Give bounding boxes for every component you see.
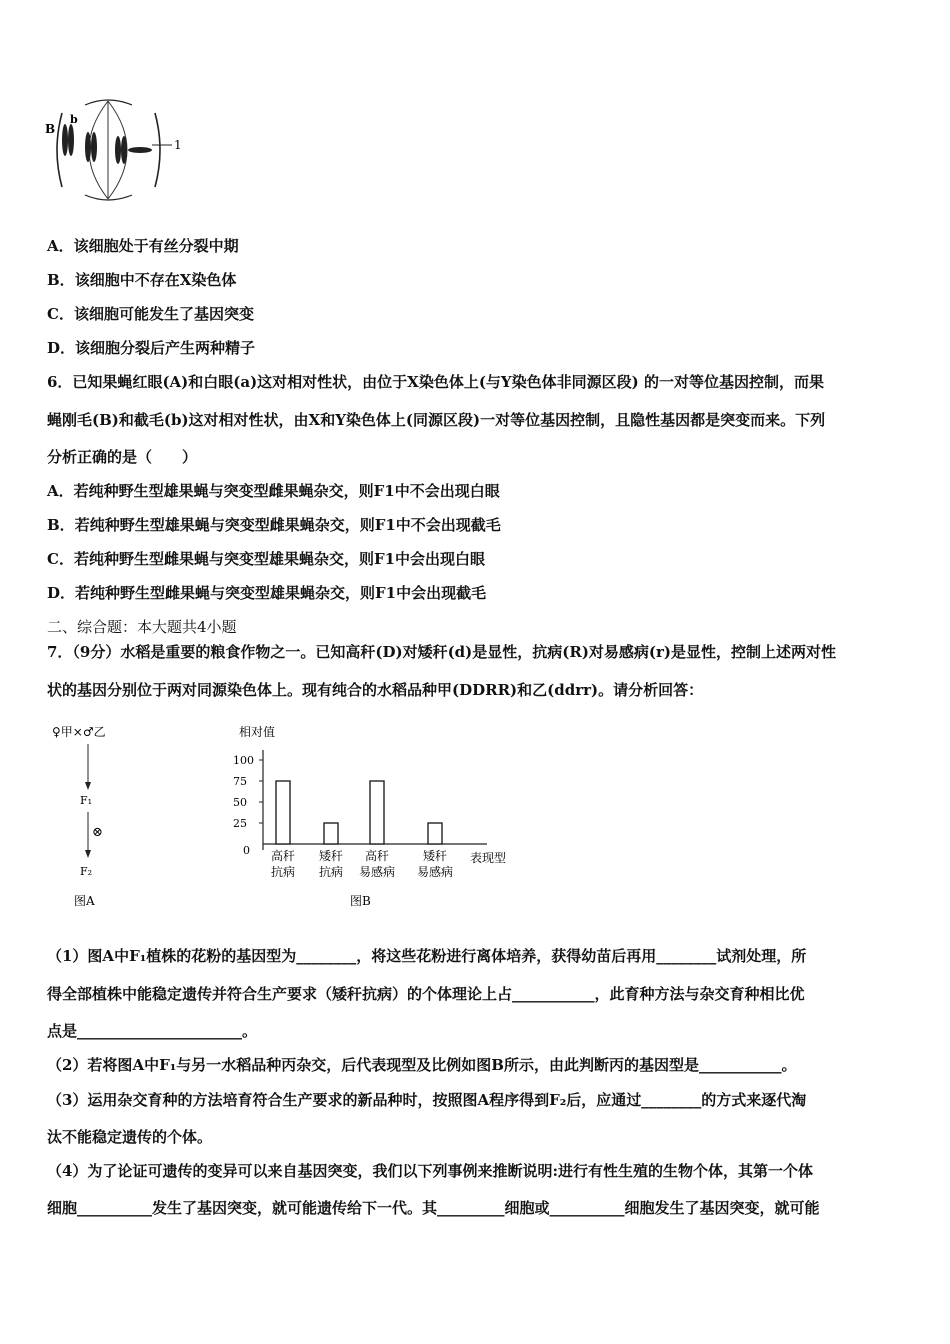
y-tick-label: 25 xyxy=(233,817,247,830)
bar xyxy=(324,823,338,844)
q7-part1-line1: （1）图A中F₁植株的花粉的基因型为________，将这些花粉进行离体培养，获得幼苗后再用________试剂处理，所 xyxy=(47,947,807,965)
label-B: B xyxy=(45,122,56,136)
cell-division-figure xyxy=(40,95,190,205)
y-tick-label: 75 xyxy=(233,775,247,788)
x-category-label: 高秆 xyxy=(364,849,390,863)
y-axis-label: 相对值 xyxy=(239,725,276,739)
x-category-label: 高秆 xyxy=(270,849,296,863)
x-category-label: 易感病 xyxy=(416,865,454,879)
q6-stem-line3: 分析正确的是（ ） xyxy=(47,448,198,466)
q7-part4-line1: （4）为了论证可遗传的变异可以来自基因突变，我们以下列事例来推断说明:进行有性生殖的生物个体，其第一个体 xyxy=(47,1162,813,1180)
x-category-label: 抗病 xyxy=(270,865,296,879)
bar xyxy=(428,823,442,844)
cross-label: ♀甲×♂乙 xyxy=(52,725,106,739)
figure-b-bar-chart xyxy=(225,722,525,917)
bar xyxy=(276,781,290,844)
arrow-down-icon xyxy=(85,850,91,858)
q7-part1-line3: 点是______________________。 xyxy=(47,1022,258,1040)
q5-option-a: A．该细胞处于有丝分裂中期 xyxy=(47,237,239,255)
f2-label: F₂ xyxy=(80,865,93,878)
arrow-down-icon xyxy=(85,782,91,790)
x-category-label: 矮秆 xyxy=(422,849,448,863)
q7-part1-line2: 得全部植株中能稳定遗传并符合生产要求（矮秆抗病）的个体理论上占___________，此育种方法与杂交育种相比优 xyxy=(47,985,805,1003)
q6-option-d: D．若纯种野生型雌果蝇与突变型雄果蝇杂交，则F1中会出现截毛 xyxy=(47,584,487,602)
f1-label: F₁ xyxy=(80,794,93,807)
q7-part3-line2: 汰不能稳定遗传的个体。 xyxy=(47,1128,213,1146)
x-category-label: 矮秆 xyxy=(318,849,344,863)
q5-option-d: D．该细胞分裂后产生两种精子 xyxy=(47,339,256,357)
figure-a-caption: 图A xyxy=(74,894,95,908)
q7-part3-line1: （3）运用杂交育种的方法培育符合生产要求的新品种时，按照图A程序得到F₂后，应通过________的方式来逐代淘 xyxy=(47,1091,807,1109)
x-category-label: 抗病 xyxy=(318,865,344,879)
q7-part4-line2: 细胞__________发生了基因突变，就可能遗传给下一代。其_________细胞或__________细胞发生了基因突变，就可能 xyxy=(47,1199,820,1217)
figure-a-cross-diagram xyxy=(50,720,160,915)
q6-option-b: B．若纯种野生型雄果蝇与突变型雌果蝇杂交，则F1中不会出现截毛 xyxy=(47,516,501,534)
figure-b-caption: 图B xyxy=(350,894,371,908)
q7-part2-line1: （2）若将图A中F₁与另一水稻品种丙杂交，后代表现型及比例如图B所示，由此判断丙的基因型是___________。 xyxy=(47,1056,797,1074)
y-tick-label: 100 xyxy=(233,754,254,767)
bar xyxy=(370,781,384,844)
x-axis-label: 表现型 xyxy=(470,851,507,865)
q5-option-c: C．该细胞可能发生了基因突变 xyxy=(47,305,254,323)
label-b: b xyxy=(70,113,78,126)
q6-option-c: C．若纯种野生型雌果蝇与突变型雄果蝇杂交，则F1中会出现白眼 xyxy=(47,550,486,568)
q7-stem-line2: 状的基因分别位于两对同源染色体上。现有纯合的水稻品种甲(DDRR)和乙(ddrr)。请分析回答： xyxy=(47,681,704,699)
q7-stem-line1: 7．（9分）水稻是重要的粮食作物之一。已知高秆(D)对矮秆(d)是显性，抗病(R)对易感病(r)是显性，控制上述两对性 xyxy=(47,643,837,661)
label-1: 1 xyxy=(174,138,182,152)
q6-option-a: A．若纯种野生型雄果蝇与突变型雌果蝇杂交，则F1中不会出现白眼 xyxy=(47,482,500,500)
q6-stem-line2: 蝇刚毛(B)和截毛(b)这对相对性状，由X和Y染色体上(同源区段)一对等位基因控制，且隐性基因都是突变而来。下列 xyxy=(47,411,826,429)
y-tick-label: 0 xyxy=(243,844,250,857)
q6-stem-line1: 6．已知果蝇红眼(A)和白眼(a)这对相对性状，由位于X染色体上(与Y染色体非同源区段) 的一对等位基因控制，而果 xyxy=(47,373,824,391)
q5-option-b: B．该细胞中不存在X染色体 xyxy=(47,271,237,289)
y-tick-label: 50 xyxy=(233,796,247,809)
self-cross-icon: ⊗ xyxy=(92,825,103,840)
section-2-heading: 二、综合题：本大题共4小题 xyxy=(47,618,237,636)
x-category-label: 易感病 xyxy=(358,865,396,879)
